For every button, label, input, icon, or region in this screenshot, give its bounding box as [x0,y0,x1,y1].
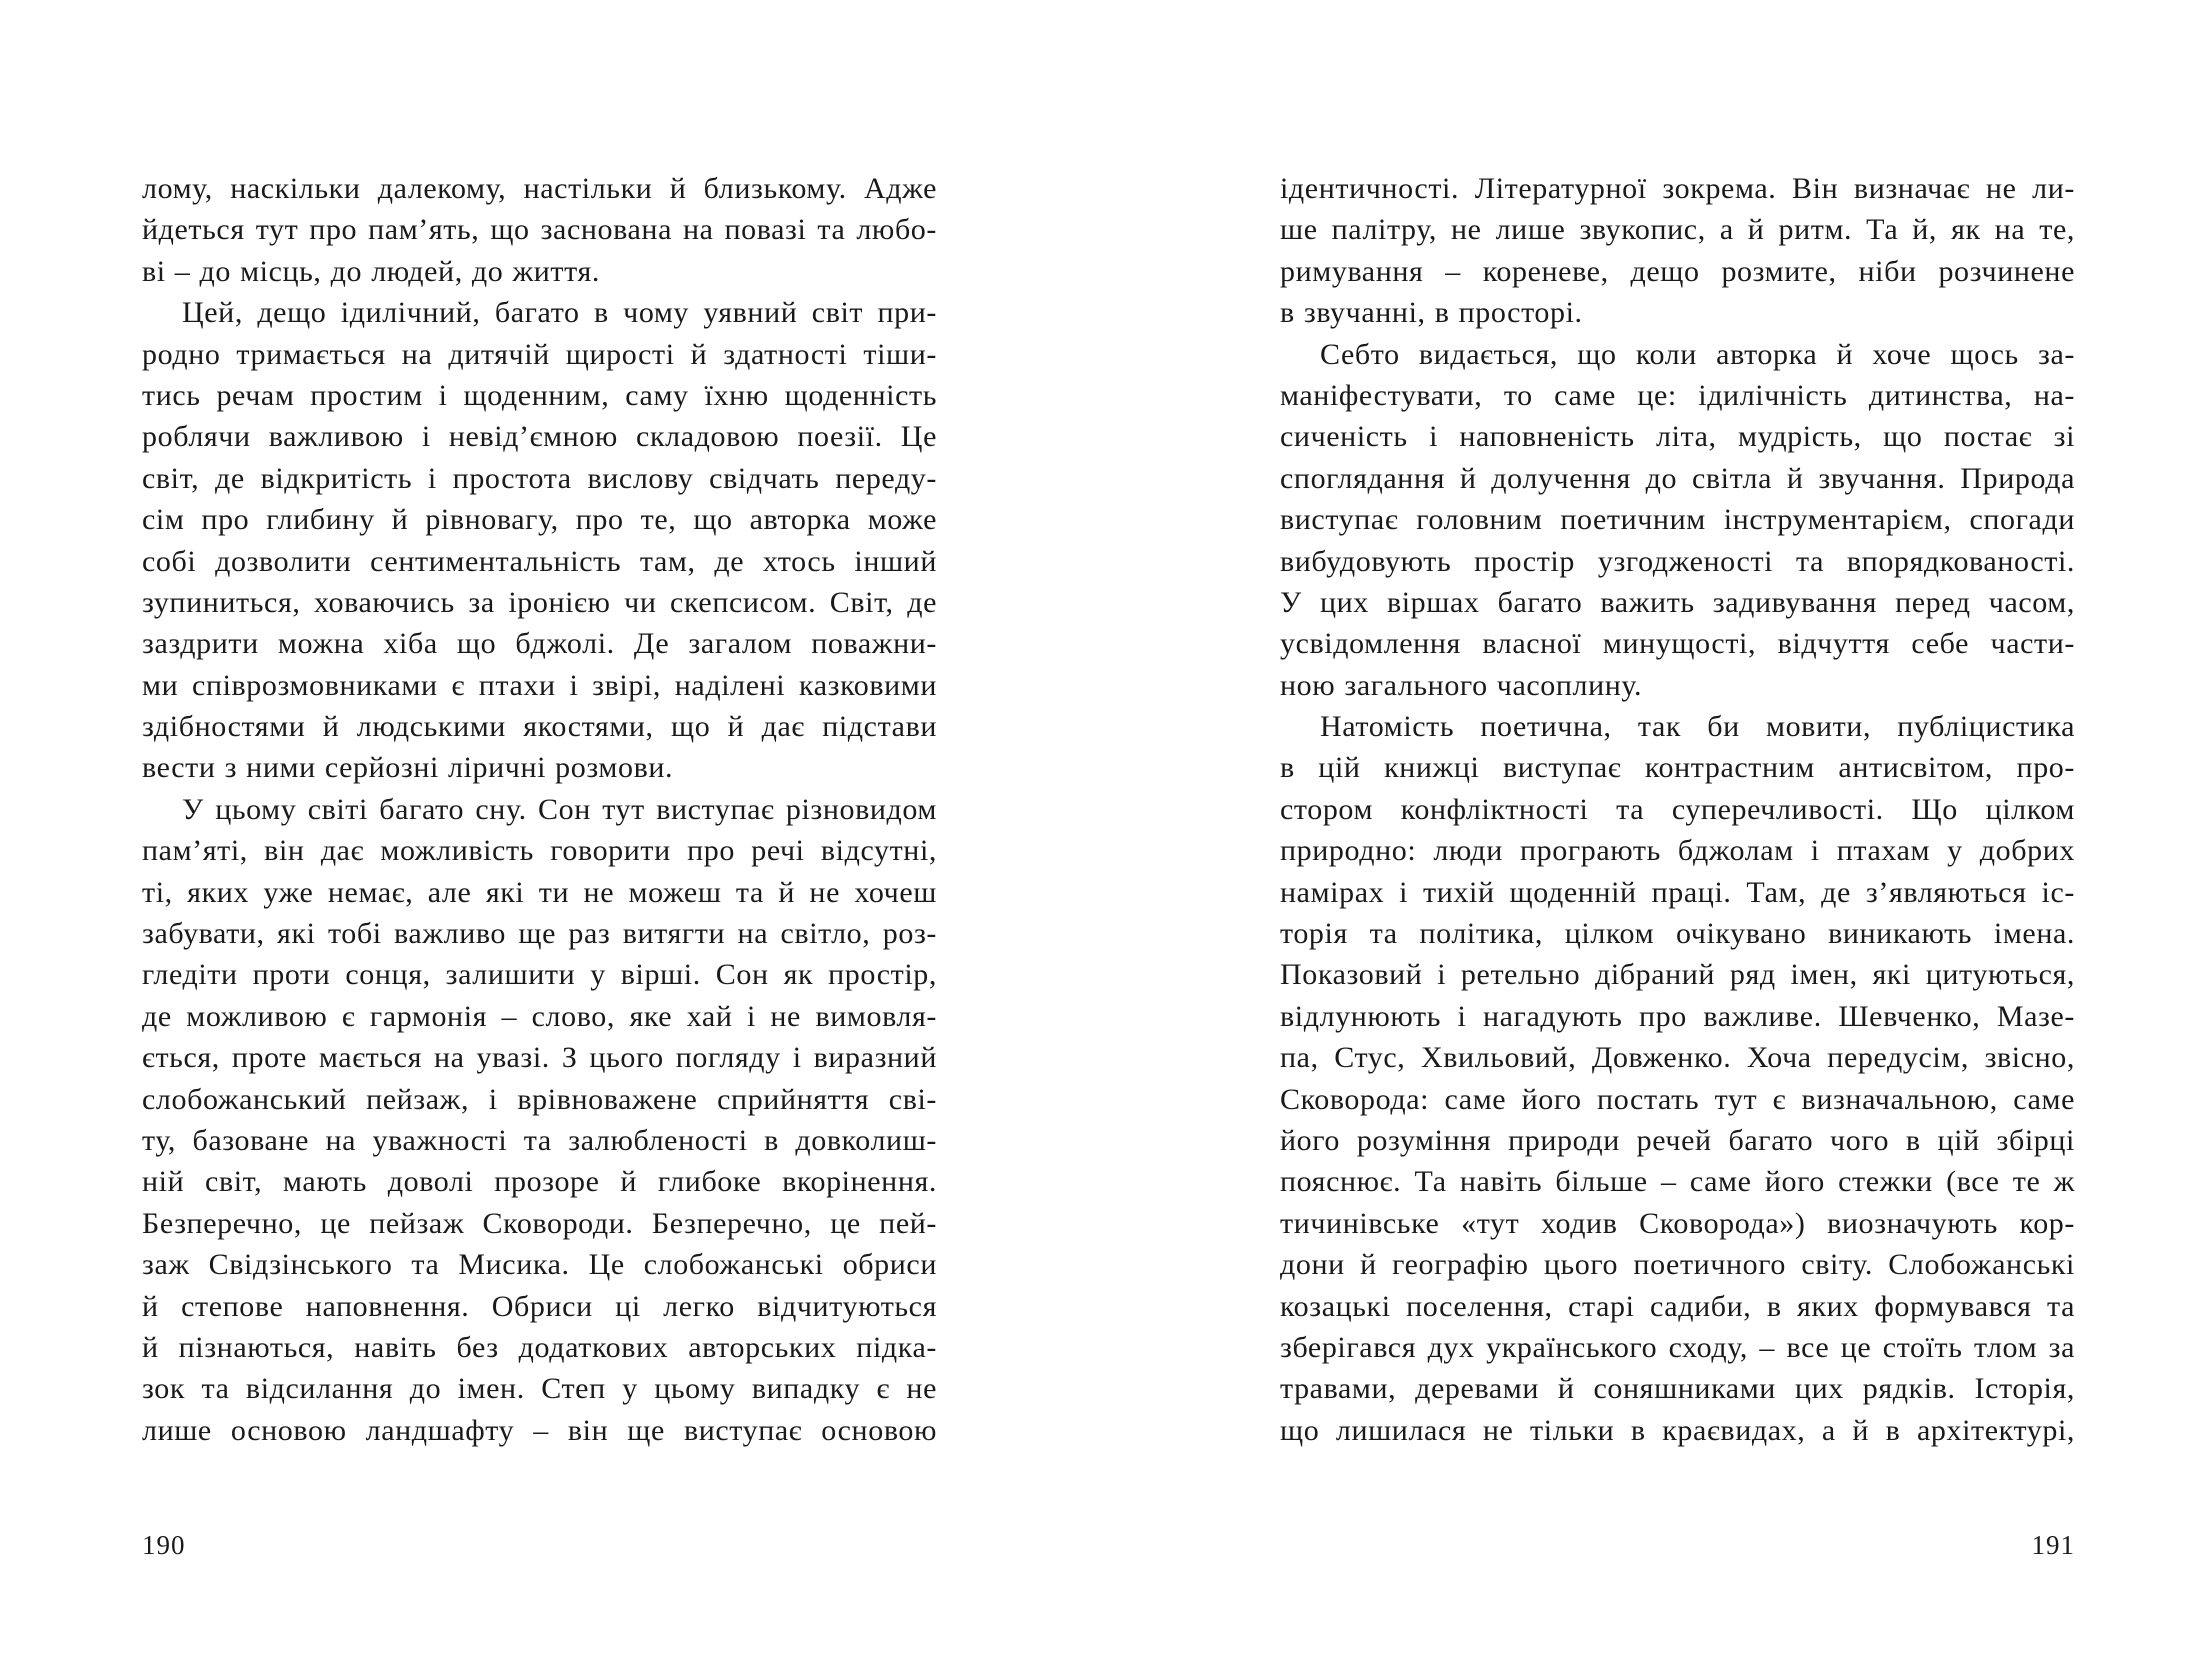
text-line: дони й географію цього поетичного світу. Слобожанські [1280,1248,2075,1282]
text-line: його розуміння природи речей багато чого в цій збірці [1280,1123,2075,1157]
text-line: зберігався дух українського сходу, – все це стоїть тлом за [1280,1330,2075,1364]
text-line: зупиниться, ховаючись за іронією чи скепсисом. Світ, де [142,585,937,619]
text-line: лому, наскільки далекому, настільки й близькому. Адже [142,172,937,205]
text-line: слобожанський пейзаж, і врівноважене сприйняття сві- [142,1082,937,1116]
left-page [0,0,1102,1654]
text-line: Сковорода: саме його постать тут є визначальною, саме [1280,1082,2075,1116]
text-line: Показовий і ретельно дібраний ряд імен, які цитуються, [1280,958,2075,992]
text-line: гледіти проти сонця, залишити у вірші. Сон як простір, [142,958,937,992]
text-line: ві – до місць, до людей, до життя. [142,254,600,288]
text-line: У цих віршах багато важить задивування перед часом, [1280,585,2075,619]
text-line: природно: люди програють бджолам і птахам у добрих [1280,834,2075,868]
text-line: споглядання й долучення до світла й звучання. Природа [1280,461,2075,495]
text-line: маніфестувати, то саме це: ідилічність дитинства, на- [1280,378,2075,412]
text-line: ше палітру, не лише звукопис, а й ритм. Та й, як на те, [1280,213,2075,247]
text-line: козацькі поселення, старі садиби, в яких формувався та [1280,1289,2075,1323]
text-line: сім про глибину й рівновагу, про те, що авторка може [142,503,937,537]
text-line: римування – кореневе, дещо розмите, ніби розчинене [1280,254,2075,288]
text-line: світ, де відкритість і простота вислову свідчать переду- [142,461,937,495]
text-line: здібностями й людськими якостями, що й дає підстави [142,710,937,744]
text-line: забувати, які тобі важливо ще раз витягти на світло, роз- [142,917,937,951]
text-line: виступає головним поетичним інструментарієм, спогади [1280,503,2075,537]
text-line: Безперечно, це пейзаж Сковороди. Безперечно, це пей- [142,1206,937,1240]
page-number-left: 190 [142,1530,186,1560]
text-line: вести з ними серйозні ліричні розмови. [142,751,674,785]
text-line: ту, базоване на уважності та залюбленості в довколиш- [142,1123,937,1157]
text-line: пояснює. Та навіть більше – саме його стежки (все те ж [1280,1165,2075,1199]
text-line: що лишилася не тільки в краєвидах, а й в архітектурі, [1280,1413,2075,1447]
text-line: па, Стус, Хвильовий, Довженко. Хоча передусім, звісно, [1280,1041,2075,1075]
text-line: вибудовують простір узгодженості та впорядкованості. [1280,544,2075,578]
text-line: заздрити можна хіба що бджолі. Де загалом поважни- [142,627,937,661]
text-line: відлунюють і нагадують про важливе. Шевченко, Мазе- [1280,999,2075,1033]
text-line: ється, проте мається на увазі. З цього погляду і виразний [142,1041,937,1075]
text-line: тись речам простим і щоденним, саму їхню щоденність [142,378,937,412]
text-line: в цій книжці виступає контрастним антисвітом, про- [1280,751,2075,785]
text-line: ми співрозмовниками є птахи і звірі, наділені казковими [142,668,937,702]
text-line: зок та відсилання до імен. Степ у цьому випадку є не [142,1372,937,1406]
text-line: Себто видається, що коли авторка й хоче щось за- [1320,337,2075,371]
text-line: заж Свідзінського та Мисика. Це слобожанські обриси [142,1248,937,1282]
left-page-text [142,168,937,1451]
text-line: родно тримається на дитячій щирості й здатності тіши- [142,337,937,371]
text-line: торія та політика, цілком очікувано виникають імена. [1280,917,2075,951]
text-line: ідентичності. Літературної зокрема. Він визначає не ли- [1280,172,2075,205]
right-page-text [1280,168,2075,1451]
text-line: лише основою ландшафту – він ще виступає основою [142,1413,937,1447]
text-line: ті, яких уже немає, але які ти не можеш та й не хочеш [142,875,937,909]
text-line: У цьому світі багато сну. Сон тут виступає різновидом [182,792,937,826]
text-line: Цей, дещо ідилічний, багато в чому уявний світ при- [182,296,937,330]
text-line: собі дозволити сентиментальність там, де хтось інший [142,544,937,578]
text-line: травами, деревами й соняшниками цих рядків. Історія, [1280,1372,2075,1406]
text-line: роблячи важливою і невід’ємною складовою поезії. Це [142,420,937,454]
text-line: сиченість і наповненість літа, мудрість, що постає зі [1280,420,2075,454]
text-line: пам’яті, він дає можливість говорити про речі відсутні, [142,834,937,868]
text-line: в звучанні, в просторі. [1280,296,1583,330]
text-line: ній світ, мають доволі прозоре й глибоке вкорінення. [142,1165,937,1199]
text-line: усвідомлення власної минущості, відчуття себе части- [1280,627,2075,661]
text-line: ною загального часоплину. [1280,668,1643,702]
text-line: Натомість поетична, так би мовити, публіцистика [1320,710,2075,744]
text-line: й степове наповнення. Обриси ці легко відчитуються [142,1289,937,1323]
right-page [1102,0,2205,1654]
text-line: де можливою є гармонія – слово, яке хай і не вимовля- [142,999,937,1033]
text-line: стором конфліктності та суперечливості. Що цілком [1280,792,2075,826]
text-line: намірах і тихій щоденній праці. Там, де з’являються іс- [1280,875,2075,909]
text-line: й пізнаються, навіть без додаткових авторських підка- [142,1330,937,1364]
text-line: йдеться тут про пам’ять, що заснована на повазі та любо- [142,213,937,247]
page-number-right: 191 [2031,1530,2075,1560]
text-line: тичинівське «тут ходив Сковорода») виозначують кор- [1280,1206,2075,1240]
